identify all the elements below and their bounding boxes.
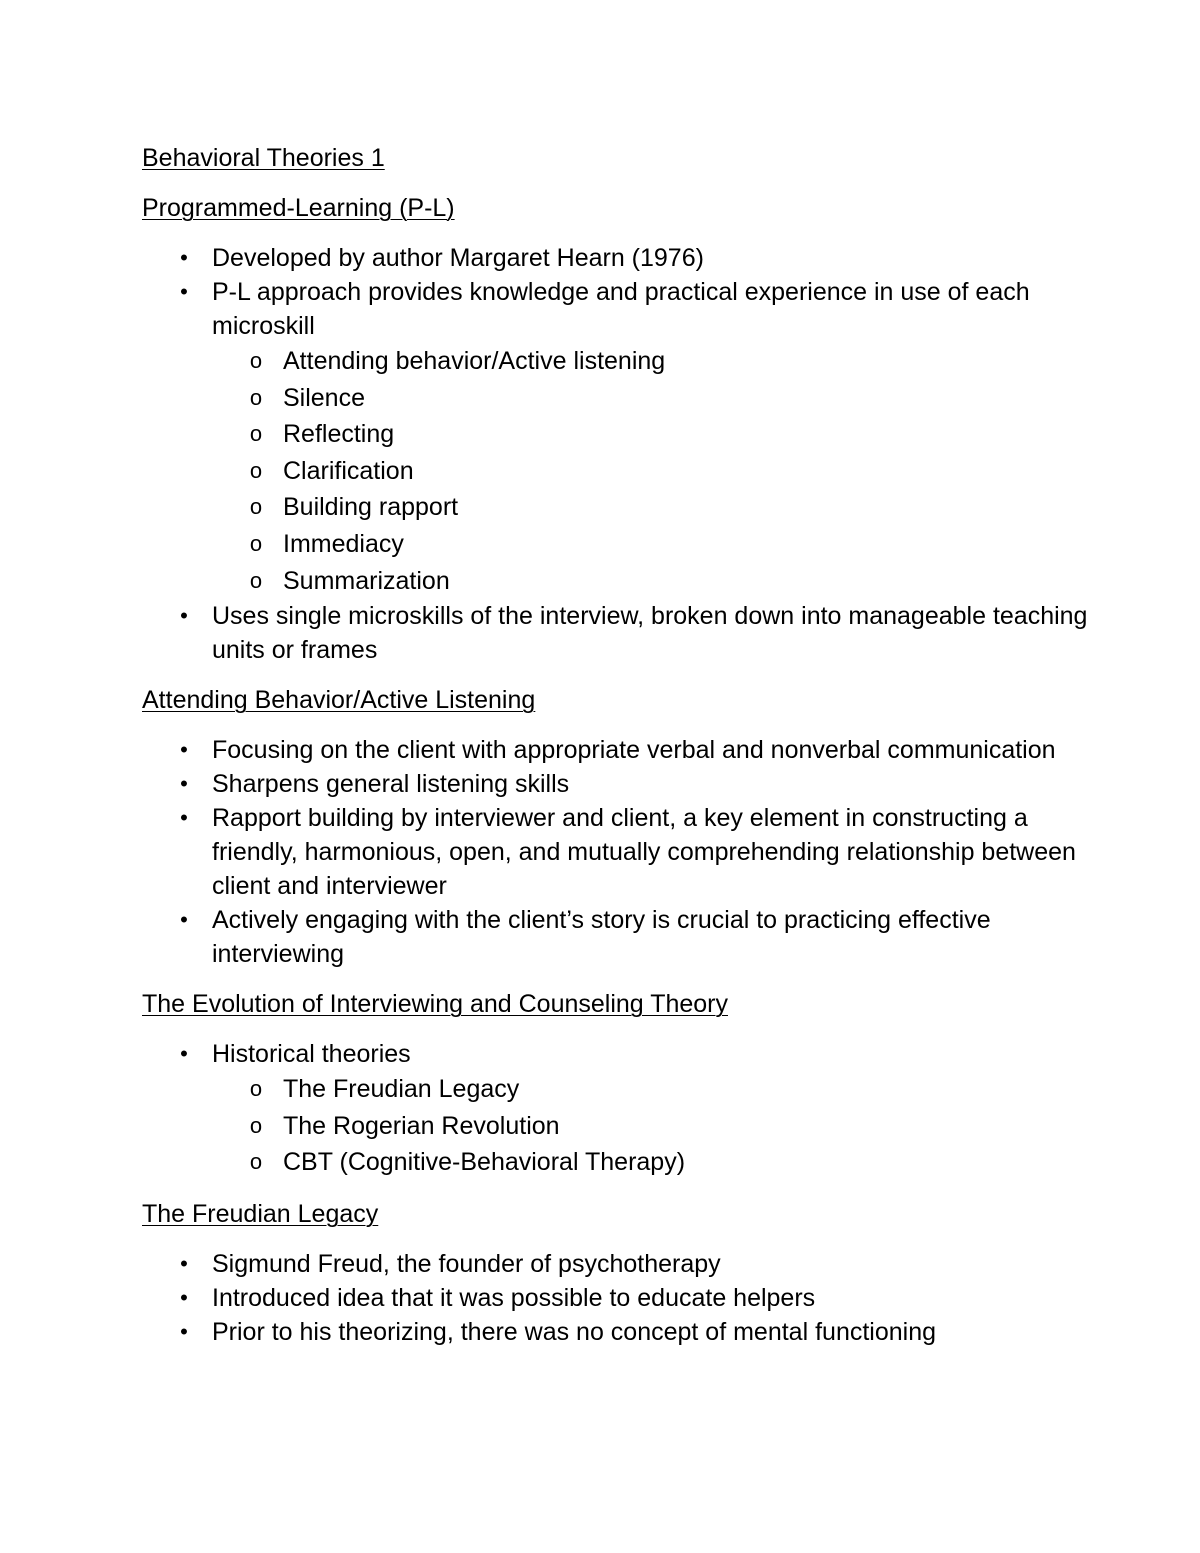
sub-list-item	[142, 1071, 1102, 1108]
hollow-bullet-icon: o	[249, 457, 263, 483]
list-item-text: Introduced idea that it was possible to educate helpers	[212, 1283, 816, 1312]
hollow-bullet-icon: o	[249, 567, 263, 593]
list-item	[142, 733, 1102, 767]
bullet-icon: •	[180, 1250, 188, 1276]
list-item	[142, 241, 1102, 275]
list-item	[142, 767, 1102, 801]
section-attending-behavior	[142, 683, 1102, 971]
section-heading: The Evolution of Interviewing and Counseling Theory	[142, 990, 728, 1019]
list-item-text: Sigmund Freud, the founder of psychotherapy	[212, 1249, 721, 1278]
hollow-bullet-icon: o	[249, 348, 263, 373]
list-item	[142, 275, 1102, 599]
bullet-icon: •	[180, 907, 188, 933]
sub-list-item-text: The Rogerian Revolution	[283, 1111, 560, 1140]
sub-list-item	[142, 563, 1102, 600]
bullet-icon: •	[180, 279, 188, 304]
list-item	[142, 903, 1102, 971]
sub-list-item	[142, 489, 1102, 526]
sub-list-item	[142, 416, 1102, 453]
list-item-text: Prior to his theorizing, there was no concept of mental functioning	[212, 1317, 937, 1346]
list-item	[142, 1247, 1102, 1281]
sub-list-item-text: The Freudian Legacy	[283, 1075, 520, 1104]
bullet-icon: •	[180, 1284, 188, 1310]
bullet-list	[142, 241, 1102, 667]
sub-list	[212, 1071, 1102, 1181]
list-item-text: Uses single microskills of the interview, broken down into manageable teaching units or frames	[212, 602, 1088, 665]
bullet-icon: •	[180, 1318, 188, 1344]
document-title: Behavioral Theories 1	[142, 144, 385, 172]
document-body	[142, 141, 1102, 1365]
list-item-text: Rapport building by interviewer and client, a key element in constructing a friendly, harmonious, open, and mutually comprehending relationship between client and interviewer	[212, 804, 1076, 901]
sub-list-item-text: CBT (Cognitive-Behavioral Therapy)	[283, 1148, 686, 1177]
sub-list-item	[142, 453, 1102, 490]
hollow-bullet-icon: o	[249, 1112, 263, 1138]
bullet-list	[142, 1247, 1102, 1349]
hollow-bullet-icon: o	[249, 1149, 263, 1175]
sub-list-item-text: Immediacy	[283, 529, 404, 558]
hollow-bullet-icon: o	[249, 384, 263, 410]
bullet-icon: •	[180, 805, 188, 831]
sub-list-item-text: Summarization	[283, 566, 450, 595]
sub-list-item-text: Silence	[283, 383, 365, 412]
hollow-bullet-icon: o	[249, 530, 263, 556]
hollow-bullet-icon: o	[249, 421, 263, 447]
sub-list-item	[142, 526, 1102, 563]
bullet-icon: •	[180, 771, 188, 797]
section-heading: The Freudian Legacy	[142, 1199, 379, 1228]
bullet-icon: •	[180, 737, 188, 763]
bullet-list	[142, 1037, 1102, 1181]
section-heading: Programmed-Learning (P-L)	[142, 194, 455, 222]
list-item-text: Sharpens general listening skills	[212, 770, 570, 799]
sub-list-item-text: Reflecting	[283, 420, 395, 449]
sub-list-item	[142, 1144, 1102, 1181]
bullet-list	[142, 733, 1102, 971]
bullet-icon: •	[180, 1041, 188, 1067]
list-item	[142, 1315, 1102, 1349]
list-item-text: Focusing on the client with appropriate verbal and nonverbal communication	[212, 736, 1056, 765]
sub-list-item	[142, 380, 1102, 417]
list-item-text: Actively engaging with the client’s story is crucial to practicing effective interviewing	[212, 906, 991, 969]
bullet-icon: •	[180, 245, 188, 270]
sub-list-item-text: Clarification	[283, 456, 414, 485]
sub-list-item	[142, 1108, 1102, 1145]
section-programmed-learning	[142, 191, 1102, 667]
sub-list	[212, 343, 1102, 599]
hollow-bullet-icon: o	[249, 1076, 263, 1102]
list-item-text: Historical theories	[212, 1040, 411, 1069]
section-freudian-legacy	[142, 1197, 1102, 1349]
list-item-text: P-L approach provides knowledge and practical experience in use of each microskill	[212, 278, 1030, 340]
list-item	[142, 801, 1102, 903]
hollow-bullet-icon: o	[249, 494, 263, 520]
list-item	[142, 1037, 1102, 1181]
sub-list-item-text: Building rapport	[283, 493, 459, 522]
sub-list-item	[142, 343, 1102, 380]
sub-list-item-text: Attending behavior/Active listening	[283, 347, 666, 375]
bullet-icon: •	[180, 603, 188, 629]
list-item	[142, 1281, 1102, 1315]
list-item-text: Developed by author Margaret Hearn (1976)	[212, 244, 704, 272]
section-heading: Attending Behavior/Active Listening	[142, 686, 536, 715]
list-item	[142, 599, 1102, 667]
section-evolution-theory	[142, 987, 1102, 1181]
